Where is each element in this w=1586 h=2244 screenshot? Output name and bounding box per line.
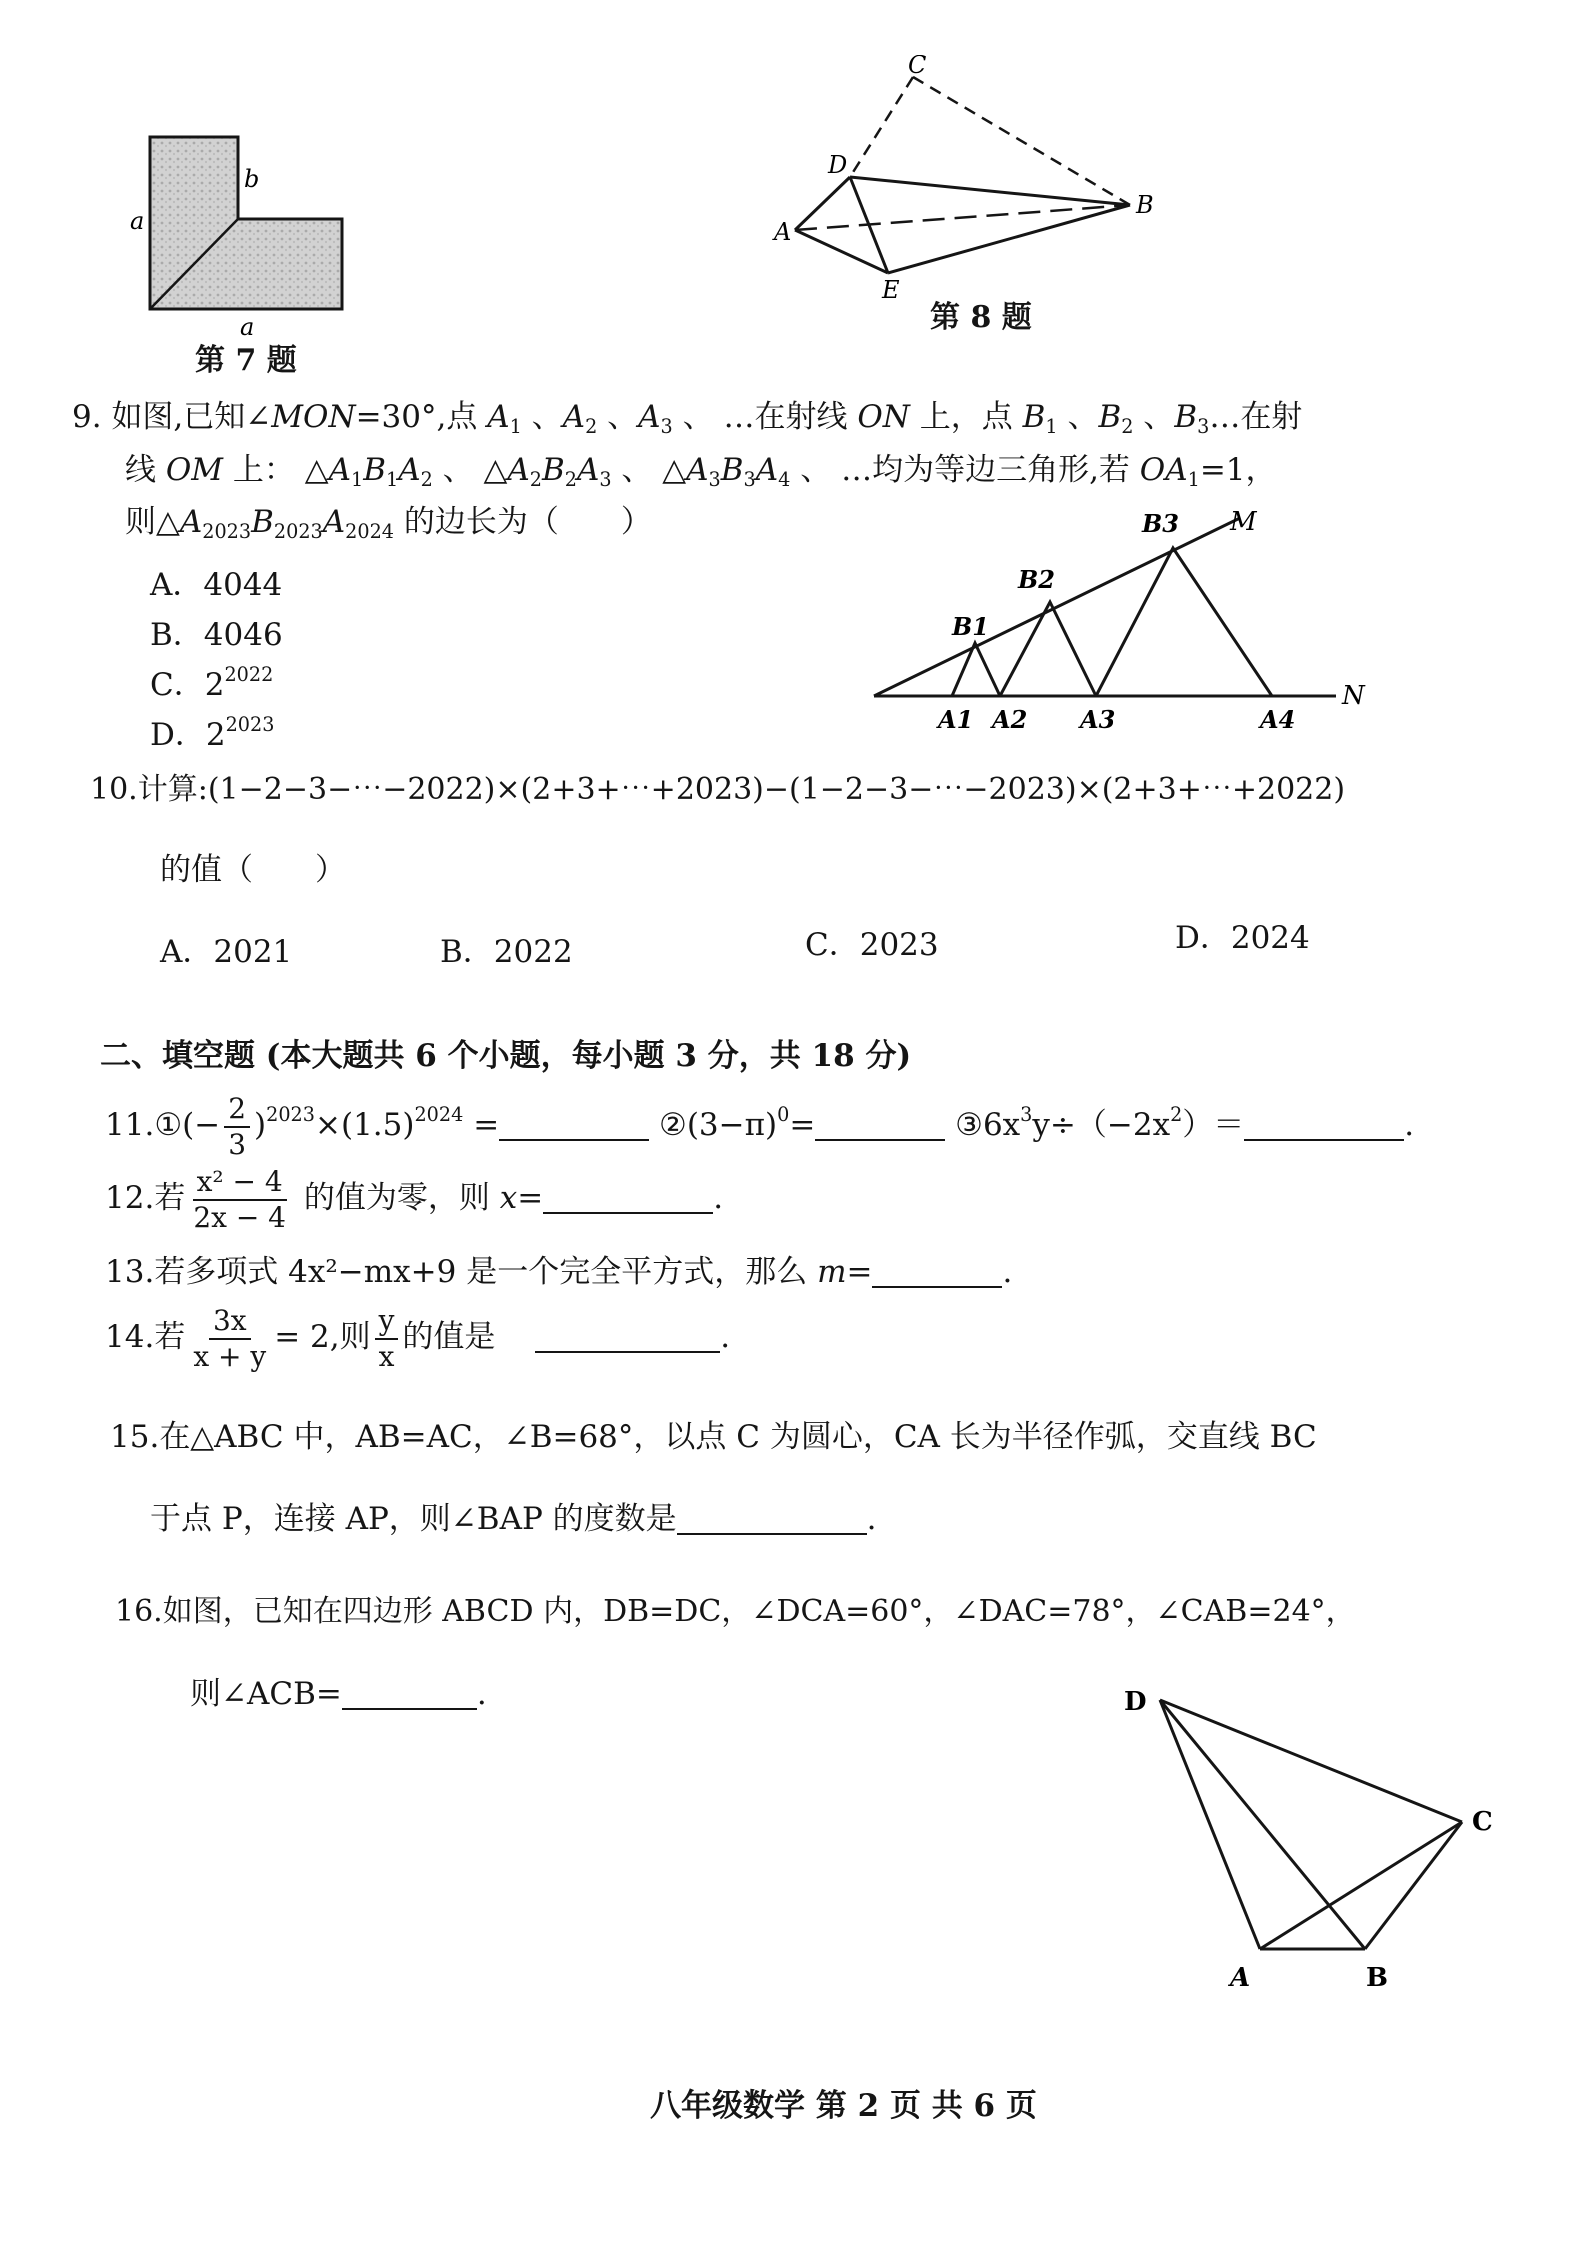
segment-ad — [795, 177, 850, 230]
q9-line3: 则$\triangle A_{2023}B_{2023}A_{2024}$ 的边长为（ ） — [125, 504, 652, 543]
q11-p3-b: y÷（−2x — [1032, 1107, 1171, 1143]
q9-line2: 线 OM 上： $\triangle A_1B_1A_2$ 、 $\triangle A_2B_2A_3$ 、 $\triangle A_3B_3A_4$ 、 …均为等边三角形,若 $OA_1=1$， — [125, 452, 1277, 491]
q11-fraction — [224, 1092, 250, 1162]
q14-line — [105, 1295, 730, 1379]
figure-8-caption: 第 8 题 — [930, 300, 1032, 335]
q10-option-b-letter: B． — [440, 934, 494, 970]
q10-line2: 的值（ ） — [160, 852, 346, 888]
q10-option-d[interactable] — [1175, 918, 1310, 958]
q13-var: m — [817, 1254, 847, 1290]
q11-blank-2[interactable] — [815, 1109, 945, 1141]
q9-line3-b: 的边长为（ — [403, 504, 559, 540]
q9-option-b[interactable] — [150, 615, 283, 655]
point-n: N — [1342, 681, 1365, 711]
q13-end: . — [1002, 1254, 1013, 1290]
q10-option-d-text: 2024 — [1230, 920, 1310, 956]
segment-eb — [888, 205, 1130, 273]
q13-line — [105, 1250, 1012, 1294]
q12-line — [105, 1160, 723, 1236]
q9-number: 9. — [72, 399, 102, 435]
q9-oa: OA — [1139, 452, 1188, 488]
q12-post: 的值为零，则 — [303, 1180, 490, 1216]
point-a: A — [1230, 1963, 1251, 1993]
point-d: D — [1124, 1687, 1147, 1717]
q16-number: 16. — [115, 1594, 163, 1629]
segment-bc — [1365, 1822, 1462, 1949]
q10-option-d-letter: D． — [1175, 920, 1231, 956]
triangle-1 — [952, 643, 1000, 696]
q9-angle-mon: MON — [271, 399, 356, 435]
q9-line3-a: 则△ — [125, 504, 180, 540]
q14-mid: = 2,则 — [274, 1319, 371, 1355]
q13-blank[interactable] — [872, 1256, 1002, 1288]
q9-line2-a: 线 — [125, 452, 156, 488]
point-e: E — [882, 276, 900, 304]
q9-ray-on: ON — [857, 399, 910, 435]
q12-fraction — [189, 1165, 290, 1235]
q12-number: 12. — [105, 1180, 155, 1216]
q9-line1: 9. 如图,已知∠MON=30°,点 $A_1$ 、$A_2$ 、$A_3$ 、 …在射线 ON 上，点 $B_1$ 、$B_2$ 、$B_3\dots$在射 — [72, 399, 1303, 438]
q10-option-b-text: 2022 — [493, 934, 573, 970]
q15-number: 15. — [110, 1419, 160, 1455]
point-d: D — [828, 151, 848, 179]
q11-p2-exp: 0 — [777, 1103, 790, 1126]
q13-text: 若多项式 4x²−mx+9 是一个完全平方式，那么 — [154, 1254, 808, 1290]
q14-pre: 若 — [154, 1319, 186, 1355]
q13-number: 13. — [105, 1254, 155, 1290]
point-b: B — [1136, 191, 1154, 219]
q14-end: . — [720, 1319, 731, 1355]
q9-option-c-exp: 2022 — [224, 663, 274, 686]
ray-om — [874, 518, 1240, 696]
q14-blank[interactable] — [535, 1321, 720, 1353]
q12-end: . — [713, 1180, 724, 1216]
q16-end: . — [476, 1676, 487, 1712]
q9-line2-c: …均为等边三角形,若 — [841, 452, 1130, 488]
q14-post: 的值是 — [402, 1319, 496, 1355]
q9-line2-d: =1， — [1199, 452, 1277, 488]
q15-text-1: 在△ABC 中，AB=AC，∠B=68°，以点 C 为圆心，CA 长为半径作弧，交直线 BC — [159, 1419, 1317, 1455]
q9-line2-b: 上： — [232, 452, 295, 488]
q11-frac-num: 2 — [224, 1092, 250, 1128]
q14-frac2-den: x — [378, 1339, 395, 1373]
segment-db — [1160, 1700, 1365, 1949]
q9-text-a: 如图,已知∠ — [111, 399, 272, 435]
q11-p3-exp2: 2 — [1170, 1103, 1183, 1126]
q10-expr: 计算:(1−2−3−⋯−2022)×(2+3+⋯+2023)−(1−2−3−⋯−2023)×(2+3+⋯+2022) — [137, 772, 1346, 807]
triangle-3 — [1096, 548, 1272, 696]
q16-line2 — [190, 1672, 487, 1716]
q10-option-b[interactable] — [440, 932, 573, 972]
q10-option-c-letter: C． — [805, 927, 860, 963]
q15-line2 — [150, 1497, 877, 1541]
q12-frac-num: x² − 4 — [193, 1165, 287, 1201]
q11-blank-3[interactable] — [1244, 1109, 1404, 1141]
q16-line1 — [115, 1590, 1356, 1634]
q11-frac-den: 3 — [228, 1127, 247, 1161]
q11-end: . — [1404, 1107, 1415, 1143]
q11-p1-circle: ① — [154, 1107, 183, 1143]
q11-p1-eq: = — [473, 1107, 500, 1143]
figure-9 — [860, 500, 1400, 750]
page-footer: 八年级数学 第 2 页 共 6 页 — [650, 2088, 1037, 2124]
q14-frac1-den: x + y — [193, 1339, 267, 1373]
figure-16 — [1110, 1680, 1510, 2010]
point-b: B — [1366, 1963, 1388, 1993]
q16-blank[interactable] — [342, 1678, 477, 1710]
point-a1: A1 — [938, 705, 974, 734]
q11-p3-exp1: 3 — [1020, 1103, 1033, 1126]
q11-line — [105, 1090, 1414, 1162]
label-b: b — [244, 165, 260, 193]
point-c: C — [1472, 1807, 1493, 1837]
q9-line3-c: ） — [620, 504, 652, 540]
q14-frac1-num: 3x — [209, 1304, 251, 1340]
q12-blank[interactable] — [543, 1182, 713, 1214]
q9-option-d-exp: 2023 — [225, 713, 275, 736]
segment-ac — [1260, 1822, 1462, 1949]
q9-option-d-letter: D． — [150, 717, 206, 753]
point-m: M — [1230, 507, 1257, 537]
q11-p1-exp1: 2023 — [266, 1103, 315, 1126]
q9-ray-om: OM — [165, 452, 224, 488]
point-b3: B3 — [1142, 509, 1179, 538]
q14-fraction-1 — [189, 1304, 270, 1374]
q9-option-b-letter: B． — [150, 617, 204, 653]
q9-text-e: …在射 — [1209, 399, 1303, 435]
point-a4: A4 — [1260, 705, 1296, 734]
q9-option-c-letter: C． — [150, 667, 205, 703]
label-a-bottom: a — [240, 313, 255, 341]
q11-number: 11. — [105, 1107, 155, 1143]
q9-option-c[interactable] — [150, 665, 273, 705]
point-b1: B1 — [952, 612, 989, 641]
q11-p1-open: (− — [182, 1107, 221, 1143]
q12-eq: = — [517, 1180, 544, 1216]
q10-option-a-text: 2021 — [213, 934, 293, 970]
q11-p3: ③6x — [955, 1107, 1021, 1143]
q9-option-c-base: 2 — [204, 667, 225, 703]
section-2-title: 二、填空题 (本大题共 6 个小题，每小题 3 分，共 18 分) — [100, 1038, 912, 1074]
q14-fraction-2 — [375, 1304, 399, 1374]
q11-p1-mid: ×(1.5) — [315, 1107, 415, 1143]
q15-end: . — [866, 1501, 877, 1537]
q12-frac-den: 2x − 4 — [193, 1200, 286, 1234]
point-c: C — [908, 55, 927, 79]
q11-p3-c: ）＝ — [1182, 1107, 1245, 1143]
figure-8 — [770, 55, 1170, 305]
q16-text-2: 则∠ACB= — [190, 1676, 342, 1712]
q12-pre: 若 — [154, 1180, 186, 1216]
q11-p1-exp2: 2024 — [414, 1103, 464, 1126]
q12-var: x — [499, 1180, 518, 1216]
q9-text-c: …在射线 — [723, 399, 848, 435]
q11-p1-close: ) — [254, 1107, 267, 1143]
label-a-left: a — [130, 207, 145, 235]
q11-p2: ②(3−π) — [659, 1107, 778, 1143]
q10-option-a[interactable] — [160, 932, 292, 972]
q10-option-a-letter: A． — [160, 934, 214, 970]
l-shape — [150, 137, 342, 309]
q9-option-a[interactable] — [150, 565, 282, 605]
q14-number: 14. — [105, 1319, 155, 1355]
q9-option-b-text: 4046 — [203, 617, 283, 653]
segment-da — [1160, 1700, 1260, 1949]
point-b2: B2 — [1018, 565, 1055, 594]
q10-number: 10. — [90, 772, 138, 807]
figure-7 — [120, 125, 360, 365]
q10-line1 — [90, 768, 1345, 812]
q9-option-d-base: 2 — [205, 717, 226, 753]
segment-cd-dashed — [850, 77, 913, 177]
q9-text-b: =30°,点 — [355, 399, 478, 435]
segment-dc — [1160, 1700, 1462, 1822]
q14-frac2-num: y — [375, 1304, 399, 1340]
q15-text-2: 于点 P，连接 AP，则∠BAP 的度数是 — [150, 1501, 677, 1537]
q9-text-d: 上，点 — [919, 399, 1013, 435]
q16-text-1: 如图，已知在四边形 ABCD 内，DB=DC，∠DCA=60°，∠DAC=78°，∠CAB=24°， — [162, 1594, 1356, 1629]
point-a3: A3 — [1080, 705, 1116, 734]
point-a2: A2 — [992, 705, 1028, 734]
q9-option-d[interactable] — [150, 715, 274, 755]
q11-blank-1[interactable] — [499, 1109, 649, 1141]
q9-option-a-text: 4044 — [203, 567, 283, 603]
q9-option-a-letter: A． — [150, 567, 204, 603]
q10-option-c[interactable] — [805, 925, 939, 965]
segment-ab-dashed — [795, 205, 1130, 230]
figure-7-caption: 第 7 题 — [195, 343, 297, 378]
q15-line1 — [110, 1415, 1317, 1459]
point-a: A — [774, 218, 792, 246]
q15-blank[interactable] — [677, 1503, 867, 1535]
q13-eq: = — [846, 1254, 873, 1290]
q10-option-c-text: 2023 — [859, 927, 939, 963]
q11-p2-eq: = — [789, 1107, 816, 1143]
triangle-2 — [1000, 602, 1096, 696]
